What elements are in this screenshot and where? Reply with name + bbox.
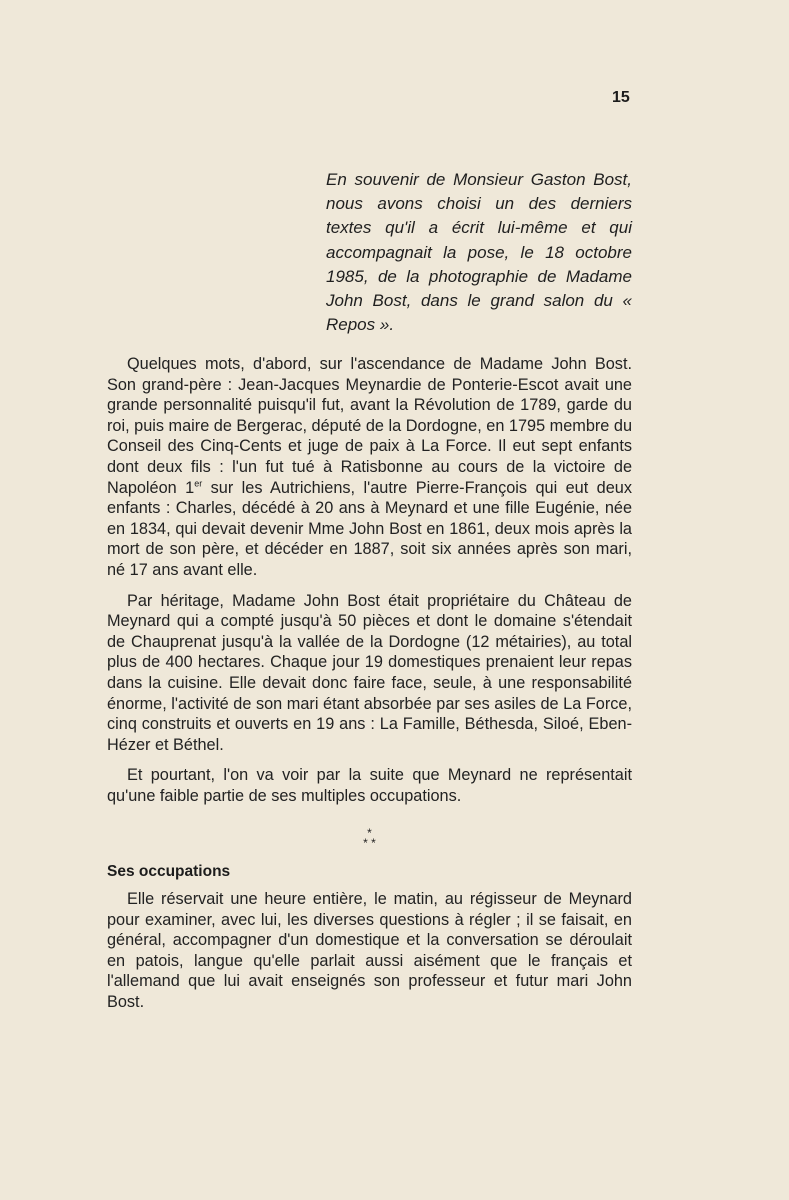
asterism-divider: * * * [363, 826, 376, 851]
paragraph-text: sur les Autrichiens, l'autre Pierre-François qui eut deux enfants : Charles, décédé à 20 ans à Meynard et une fille Eugénie, née en 1834, qui devait devenir Mme John Bost en 1861, deux mois après la mort de son père, et décéder en 1887, soit six années après son mari, né 17 ans avant elle. [107, 478, 632, 579]
body-text [107, 354, 632, 1023]
paragraph-heritage: Par héritage, Madame John Bost était propriétaire du Château de Meynard qui a compté jusqu'à 50 pièces et dont le domaine s'étendait de Chauprenat jusqu'à la vallée de la Dordogne (12 métairies), au total plus de 400 hectares. Chaque jour 19 domestiques prenaient leur repas dans la cuisine. Elle devait donc faire face, seule, à une responsabilité énorme, l'activité de son mari étant absorbée par ses asiles de La Force, cinq construits et ouverts en 19 ans : La Famille, Béthesda, Siloé, Eben-Hézer et Béthel. [107, 591, 632, 754]
page-number: 15 [612, 89, 630, 106]
paragraph-text: Quelques mots, d'abord, sur l'ascendance de Madame John Bost. Son grand-père : Jean-Jacques Meynardie de Ponterie-Escot avait une grande personnalité puisqu'il fut, avant la Révolution de 1789, garde du roi, puis maire de Bergerac, député de la Dordogne, en 1795 membre du Conseil des Cinq-Cents et juge de paix à La Force. Il eut sept enfants dont deux fils : l'un fut tué à Ratisbonne au cours de la victoire de Napoléon 1 [107, 355, 632, 497]
paragraph-ascendance [107, 354, 632, 581]
superscript-er: er [194, 478, 203, 489]
paragraph-pourtant: Et pourtant, l'on va voir par la suite que Meynard ne représentait qu'une faible partie de ses multiples occupations. [107, 766, 632, 805]
epigraph: En souvenir de Monsieur Gaston Bost, nous avons choisi un des derniers textes qu'il a écrit lui-même et qui accompagnait la pose, le 18 octobre 1985, de la photographie de Madame John Bost, dans le grand salon du « Repos ». [326, 170, 632, 335]
section-heading: Ses occupations [107, 863, 231, 881]
paragraph-occupations: Elle réservait une heure entière, le matin, au régisseur de Meynard pour examiner, avec lui, les diverses questions à régler ; il se faisait, en général, accompagner d'un domestique et la conversation se déroulait en patois, langue qu'elle parlait aussi aisément que le français et l'allemand que lui avait enseignés son professeur et futur mari John Bost. [107, 890, 632, 1012]
